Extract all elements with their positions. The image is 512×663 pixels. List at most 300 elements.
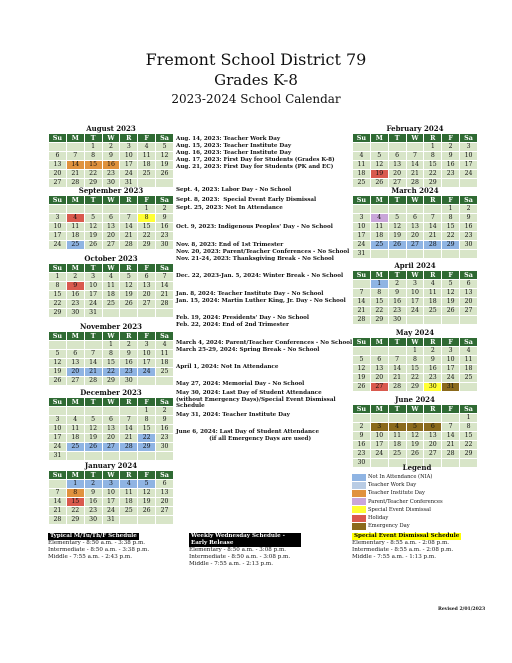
month-grid — [48, 133, 174, 188]
day-cell: 13 — [102, 425, 120, 434]
day-cell: 28 — [406, 179, 424, 188]
day-cell: 29 — [424, 179, 442, 188]
day-cell: 2 — [120, 341, 138, 350]
day-cell: 2 — [388, 280, 406, 289]
day-cell: 30 — [66, 309, 84, 318]
day-cell: 18 — [388, 441, 406, 450]
day-cell: 29 — [460, 450, 478, 459]
day-cell: 5 — [49, 350, 67, 359]
day-cell: 11 — [353, 161, 371, 170]
event-item: Nov. 8, 2023: End of 1st Trimester — [176, 242, 284, 248]
day-cell: 4 — [102, 273, 120, 282]
day-cell: 12 — [156, 152, 174, 161]
day-cell: 24 — [460, 170, 478, 179]
day-cell: 14 — [120, 223, 138, 232]
day-cell: 16 — [388, 298, 406, 307]
day-cell: 19 — [84, 232, 102, 241]
weekday-header: R — [120, 398, 138, 407]
empty-cell — [102, 407, 120, 416]
empty-cell — [442, 316, 460, 325]
legend-swatch — [352, 482, 366, 489]
day-cell: 15 — [49, 291, 67, 300]
day-cell: 21 — [84, 368, 102, 377]
day-cell: 10 — [120, 152, 138, 161]
weekday-header: R — [424, 338, 442, 347]
day-cell: 19 — [138, 498, 156, 507]
day-cell: 1 — [406, 347, 424, 356]
day-cell: 16 — [442, 161, 460, 170]
weekday-header: Sa — [156, 264, 174, 273]
empty-cell — [424, 316, 442, 325]
empty-cell — [353, 280, 371, 289]
day-cell: 12 — [120, 282, 138, 291]
day-cell: 11 — [460, 356, 478, 365]
weekday-header: R — [424, 196, 442, 205]
day-cell: 27 — [138, 300, 156, 309]
day-cell: 22 — [66, 507, 84, 516]
weekday-header: Sa — [156, 471, 174, 480]
weekday-header: T — [84, 264, 102, 273]
weekday-header: W — [406, 196, 424, 205]
schedule-line: Middle - 7:55 a.m. - 2:43 p.m. — [48, 554, 132, 560]
month-grid — [48, 331, 174, 386]
day-cell: 27 — [156, 507, 174, 516]
schedule-line: Intermediate - 8:50 a.m. - 3:08 p.m. — [189, 554, 291, 560]
day-cell: 4 — [66, 416, 84, 425]
schedule-line: Elementary - 8:50 a.m. - 3:38 p.m. — [48, 540, 146, 546]
calendar-november-2023 — [48, 322, 174, 386]
legend-item — [352, 506, 482, 514]
event-item: June 6, 2024: Last Day of Student Attendance (if all Emergency Days are used) — [176, 429, 320, 442]
empty-cell — [49, 205, 67, 214]
day-cell: 18 — [102, 291, 120, 300]
legend-label: Emergency Day — [368, 523, 410, 530]
weekday-header: T — [84, 398, 102, 407]
day-cell: 2 — [102, 143, 120, 152]
day-cell: 9 — [120, 350, 138, 359]
day-cell: 8 — [84, 152, 102, 161]
day-cell: 7 — [424, 214, 442, 223]
year-title: 2023-2024 School Calendar — [171, 92, 341, 106]
day-cell: 15 — [406, 365, 424, 374]
day-cell: 8 — [66, 489, 84, 498]
day-cell: 20 — [66, 368, 84, 377]
day-cell: 25 — [388, 450, 406, 459]
event-item: Feb. 19, 2024: Presidents' Day - No School — [176, 315, 310, 321]
day-cell: 27 — [460, 307, 478, 316]
day-cell: 8 — [424, 152, 442, 161]
day-cell: 23 — [156, 232, 174, 241]
event-item: Sept. 8, 2023: Special Event Early Dismissal — [176, 197, 317, 203]
event-item: Nov. 20, 2023: Parent/Teacher Conferences - No School — [176, 249, 350, 255]
day-cell: 23 — [424, 374, 442, 383]
day-cell: 7 — [120, 416, 138, 425]
day-cell: 7 — [388, 356, 406, 365]
day-cell: 19 — [370, 170, 388, 179]
empty-cell — [84, 205, 102, 214]
day-cell: 11 — [370, 223, 388, 232]
day-cell: 3 — [353, 214, 371, 223]
day-cell: 5 — [353, 356, 371, 365]
weekday-header: Sa — [156, 332, 174, 341]
day-cell: 12 — [84, 223, 102, 232]
event-item: Aug. 14, 2023: Teacher Work Day — [176, 136, 281, 142]
day-cell: 9 — [102, 152, 120, 161]
month-grid — [48, 397, 174, 461]
day-cell: 25 — [460, 374, 478, 383]
weekday-header: Sa — [460, 271, 478, 280]
weekday-header: M — [370, 271, 388, 280]
empty-cell — [49, 407, 67, 416]
day-cell: 2 — [353, 423, 371, 432]
day-cell: 21 — [406, 170, 424, 179]
weekday-header: T — [388, 134, 406, 143]
day-cell: 14 — [442, 432, 460, 441]
day-cell: 24 — [84, 300, 102, 309]
day-cell: 6 — [370, 356, 388, 365]
day-cell: 25 — [120, 507, 138, 516]
day-cell: 12 — [370, 161, 388, 170]
day-cell: 3 — [138, 341, 156, 350]
day-cell: 14 — [424, 223, 442, 232]
schedule-line: Elementary - 8:50 a.m. - 3:08 p.m. — [189, 547, 287, 553]
day-cell: 10 — [49, 223, 67, 232]
legend-label: Teacher Institute Day — [368, 490, 425, 497]
day-cell: 9 — [66, 282, 84, 291]
day-cell: 27 — [388, 179, 406, 188]
day-cell: 29 — [66, 516, 84, 525]
event-item: Feb. 22, 2024: End of 2nd Trimester — [176, 322, 289, 328]
day-cell: 21 — [388, 374, 406, 383]
day-cell: 15 — [442, 223, 460, 232]
day-cell: 17 — [102, 498, 120, 507]
day-cell: 11 — [66, 223, 84, 232]
day-cell: 10 — [406, 289, 424, 298]
day-cell: 25 — [138, 170, 156, 179]
weekday-header: Sa — [156, 134, 174, 143]
empty-cell — [156, 377, 174, 386]
day-cell: 16 — [120, 359, 138, 368]
day-cell: 2 — [84, 480, 102, 489]
day-cell: 2 — [156, 407, 174, 416]
day-cell: 12 — [353, 365, 371, 374]
day-cell: 12 — [138, 489, 156, 498]
day-cell: 28 — [49, 516, 67, 525]
day-cell: 6 — [424, 423, 442, 432]
day-cell: 15 — [424, 161, 442, 170]
calendar-december-2023 — [48, 388, 174, 461]
day-cell: 28 — [156, 300, 174, 309]
weekday-header: M — [370, 134, 388, 143]
day-cell: 23 — [84, 507, 102, 516]
empty-cell — [49, 143, 67, 152]
day-cell: 8 — [102, 350, 120, 359]
weekday-header: W — [406, 338, 424, 347]
day-cell: 10 — [460, 152, 478, 161]
empty-cell — [388, 143, 406, 152]
day-cell: 29 — [102, 377, 120, 386]
empty-cell — [120, 205, 138, 214]
day-cell: 18 — [460, 365, 478, 374]
day-cell: 17 — [370, 441, 388, 450]
weekday-header: F — [138, 134, 156, 143]
day-cell: 14 — [156, 282, 174, 291]
empty-cell — [102, 452, 120, 461]
day-cell: 20 — [138, 291, 156, 300]
legend-swatch — [352, 523, 366, 530]
weekday-header: Sa — [156, 196, 174, 205]
day-cell: 25 — [102, 300, 120, 309]
event-item: Dec. 22, 2023-Jan. 5, 2024: Winter Break - No School — [176, 273, 344, 279]
day-cell: 26 — [388, 241, 406, 250]
day-cell: 27 — [49, 179, 67, 188]
legend-item — [352, 522, 482, 530]
day-cell: 27 — [370, 383, 388, 392]
day-cell: 7 — [120, 214, 138, 223]
day-cell: 8 — [460, 423, 478, 432]
weekday-header: W — [406, 134, 424, 143]
day-cell: 11 — [138, 152, 156, 161]
empty-cell — [138, 309, 156, 318]
schedule-title: Typical M/Tu/Th/F Schedule — [50, 533, 137, 539]
empty-cell — [424, 205, 442, 214]
revised-note: Revised 2/01/2023 — [438, 607, 486, 612]
day-cell: 9 — [460, 214, 478, 223]
legend-swatch — [352, 506, 366, 513]
month-title: March 2024 — [391, 186, 439, 195]
legend-label: Holiday — [368, 515, 389, 522]
day-cell: 18 — [138, 161, 156, 170]
legend-item — [352, 473, 482, 481]
day-cell: 25 — [353, 179, 371, 188]
day-cell: 31 — [120, 179, 138, 188]
legend-item — [352, 514, 482, 522]
day-cell: 10 — [49, 425, 67, 434]
day-cell: 6 — [102, 416, 120, 425]
day-cell: 7 — [84, 350, 102, 359]
day-cell: 10 — [353, 223, 371, 232]
event-item: March 25-29, 2024: Spring Break - No School — [176, 347, 320, 353]
event-item: Aug. 15, 2023: Teacher Institute Day — [176, 143, 292, 149]
day-cell: 23 — [460, 232, 478, 241]
day-cell: 17 — [84, 291, 102, 300]
empty-cell — [460, 250, 478, 259]
day-cell: 7 — [156, 273, 174, 282]
legend-label: Special Event Dismissal — [368, 506, 431, 513]
day-cell: 1 — [138, 407, 156, 416]
weekday-header: F — [138, 264, 156, 273]
month-title: January 2024 — [84, 461, 138, 470]
weekday-header: M — [66, 471, 84, 480]
day-cell: 11 — [424, 289, 442, 298]
day-cell: 28 — [120, 241, 138, 250]
day-cell: 12 — [388, 223, 406, 232]
day-cell: 9 — [156, 214, 174, 223]
day-cell: 18 — [424, 298, 442, 307]
weekday-header: F — [442, 405, 460, 414]
day-cell: 26 — [84, 241, 102, 250]
event-item: Aug. 16, 2023: Teacher Institute Day — [176, 150, 292, 156]
weekday-header: M — [370, 405, 388, 414]
empty-cell — [156, 516, 174, 525]
month-title: November 2023 — [80, 322, 142, 331]
day-cell: 7 — [442, 423, 460, 432]
day-cell: 5 — [156, 143, 174, 152]
day-cell: 9 — [353, 432, 371, 441]
day-cell: 3 — [460, 143, 478, 152]
day-cell: 4 — [138, 143, 156, 152]
weekday-header: W — [102, 196, 120, 205]
day-cell: 30 — [102, 179, 120, 188]
day-cell: 1 — [66, 480, 84, 489]
weekday-header: T — [388, 405, 406, 414]
day-cell: 16 — [353, 441, 371, 450]
weekday-header: Su — [49, 398, 67, 407]
day-cell: 3 — [442, 347, 460, 356]
grades-title: Grades K-8 — [214, 71, 298, 89]
day-cell: 28 — [442, 450, 460, 459]
month-grid — [48, 195, 174, 250]
calendar-august-2023 — [48, 124, 174, 188]
month-grid — [48, 263, 174, 318]
day-cell: 9 — [442, 152, 460, 161]
day-cell: 30 — [353, 459, 371, 468]
day-cell: 25 — [370, 241, 388, 250]
empty-cell — [138, 377, 156, 386]
day-cell: 20 — [424, 441, 442, 450]
empty-cell — [49, 341, 67, 350]
weekday-header: M — [66, 332, 84, 341]
day-cell: 28 — [84, 377, 102, 386]
weekday-header: M — [370, 196, 388, 205]
day-cell: 22 — [442, 232, 460, 241]
empty-cell — [460, 383, 478, 392]
weekday-header: W — [102, 471, 120, 480]
empty-cell — [424, 250, 442, 259]
day-cell: 27 — [424, 450, 442, 459]
day-cell: 29 — [84, 179, 102, 188]
day-cell: 6 — [156, 480, 174, 489]
day-cell: 10 — [442, 356, 460, 365]
month-title: December 2023 — [80, 388, 142, 397]
day-cell: 15 — [66, 498, 84, 507]
day-cell: 13 — [370, 365, 388, 374]
day-cell: 23 — [388, 307, 406, 316]
event-item: May 30, 2024: Last Day of Student Attendance (without Emergency Days)/Special Event Dismissal Schedule — [176, 390, 336, 410]
legend-label: Not In Attendance (NIA) — [368, 474, 433, 481]
weekday-header: M — [66, 196, 84, 205]
day-cell: 5 — [406, 423, 424, 432]
day-cell: 16 — [66, 291, 84, 300]
day-cell: 14 — [406, 161, 424, 170]
legend-item — [352, 481, 482, 489]
day-cell: 31 — [102, 516, 120, 525]
weekday-header: W — [102, 264, 120, 273]
day-cell: 14 — [66, 161, 84, 170]
day-cell: 28 — [120, 443, 138, 452]
day-cell: 16 — [84, 498, 102, 507]
day-cell: 20 — [102, 434, 120, 443]
day-cell: 30 — [120, 377, 138, 386]
day-cell: 29 — [138, 241, 156, 250]
day-cell: 25 — [66, 241, 84, 250]
day-cell: 12 — [49, 359, 67, 368]
weekday-header: Sa — [460, 196, 478, 205]
day-cell: 14 — [388, 365, 406, 374]
day-cell: 7 — [49, 489, 67, 498]
day-cell: 22 — [138, 434, 156, 443]
day-cell: 16 — [156, 223, 174, 232]
day-cell: 26 — [156, 170, 174, 179]
day-cell: 15 — [138, 223, 156, 232]
day-cell: 7 — [353, 289, 371, 298]
day-cell: 21 — [442, 441, 460, 450]
day-cell: 16 — [460, 223, 478, 232]
day-cell: 23 — [120, 368, 138, 377]
schedule-title: Special Event Dismissal Schedule — [354, 533, 460, 539]
day-cell: 15 — [84, 161, 102, 170]
empty-cell — [120, 516, 138, 525]
legend-label: Teacher Work Day — [368, 482, 417, 489]
day-cell: 15 — [138, 425, 156, 434]
schedule-line: Middle - 7:55 a.m. - 1:13 p.m. — [352, 554, 436, 560]
day-cell: 2 — [442, 143, 460, 152]
weekday-header: R — [120, 471, 138, 480]
empty-cell — [102, 309, 120, 318]
day-cell: 6 — [138, 273, 156, 282]
day-cell: 18 — [66, 232, 84, 241]
weekday-header: R — [424, 134, 442, 143]
legend-swatch — [352, 515, 366, 522]
wednesday-schedule — [189, 533, 301, 568]
day-cell: 1 — [138, 205, 156, 214]
day-cell: 17 — [353, 232, 371, 241]
day-cell: 21 — [120, 434, 138, 443]
day-cell: 2 — [460, 205, 478, 214]
day-cell: 24 — [49, 443, 67, 452]
day-cell: 26 — [49, 377, 67, 386]
day-cell: 5 — [388, 214, 406, 223]
day-cell: 21 — [66, 170, 84, 179]
day-cell: 17 — [49, 434, 67, 443]
day-cell: 5 — [84, 416, 102, 425]
day-cell: 10 — [102, 489, 120, 498]
day-cell: 1 — [460, 414, 478, 423]
weekday-header: Su — [49, 134, 67, 143]
day-cell: 3 — [84, 273, 102, 282]
weekday-header: R — [120, 264, 138, 273]
special-event-schedule — [352, 533, 461, 561]
day-cell: 7 — [66, 152, 84, 161]
day-cell: 18 — [353, 170, 371, 179]
day-cell: 27 — [66, 377, 84, 386]
empty-cell — [138, 452, 156, 461]
day-cell: 30 — [388, 316, 406, 325]
day-cell: 23 — [102, 170, 120, 179]
district-title: Fremont School District 79 — [145, 50, 367, 69]
day-cell: 27 — [102, 443, 120, 452]
weekday-header: F — [442, 271, 460, 280]
day-cell: 5 — [442, 280, 460, 289]
day-cell: 1 — [370, 280, 388, 289]
empty-cell — [406, 143, 424, 152]
day-cell: 22 — [424, 170, 442, 179]
day-cell: 5 — [84, 214, 102, 223]
day-cell: 11 — [120, 489, 138, 498]
day-cell: 24 — [406, 307, 424, 316]
day-cell: 20 — [460, 298, 478, 307]
day-cell: 6 — [66, 350, 84, 359]
